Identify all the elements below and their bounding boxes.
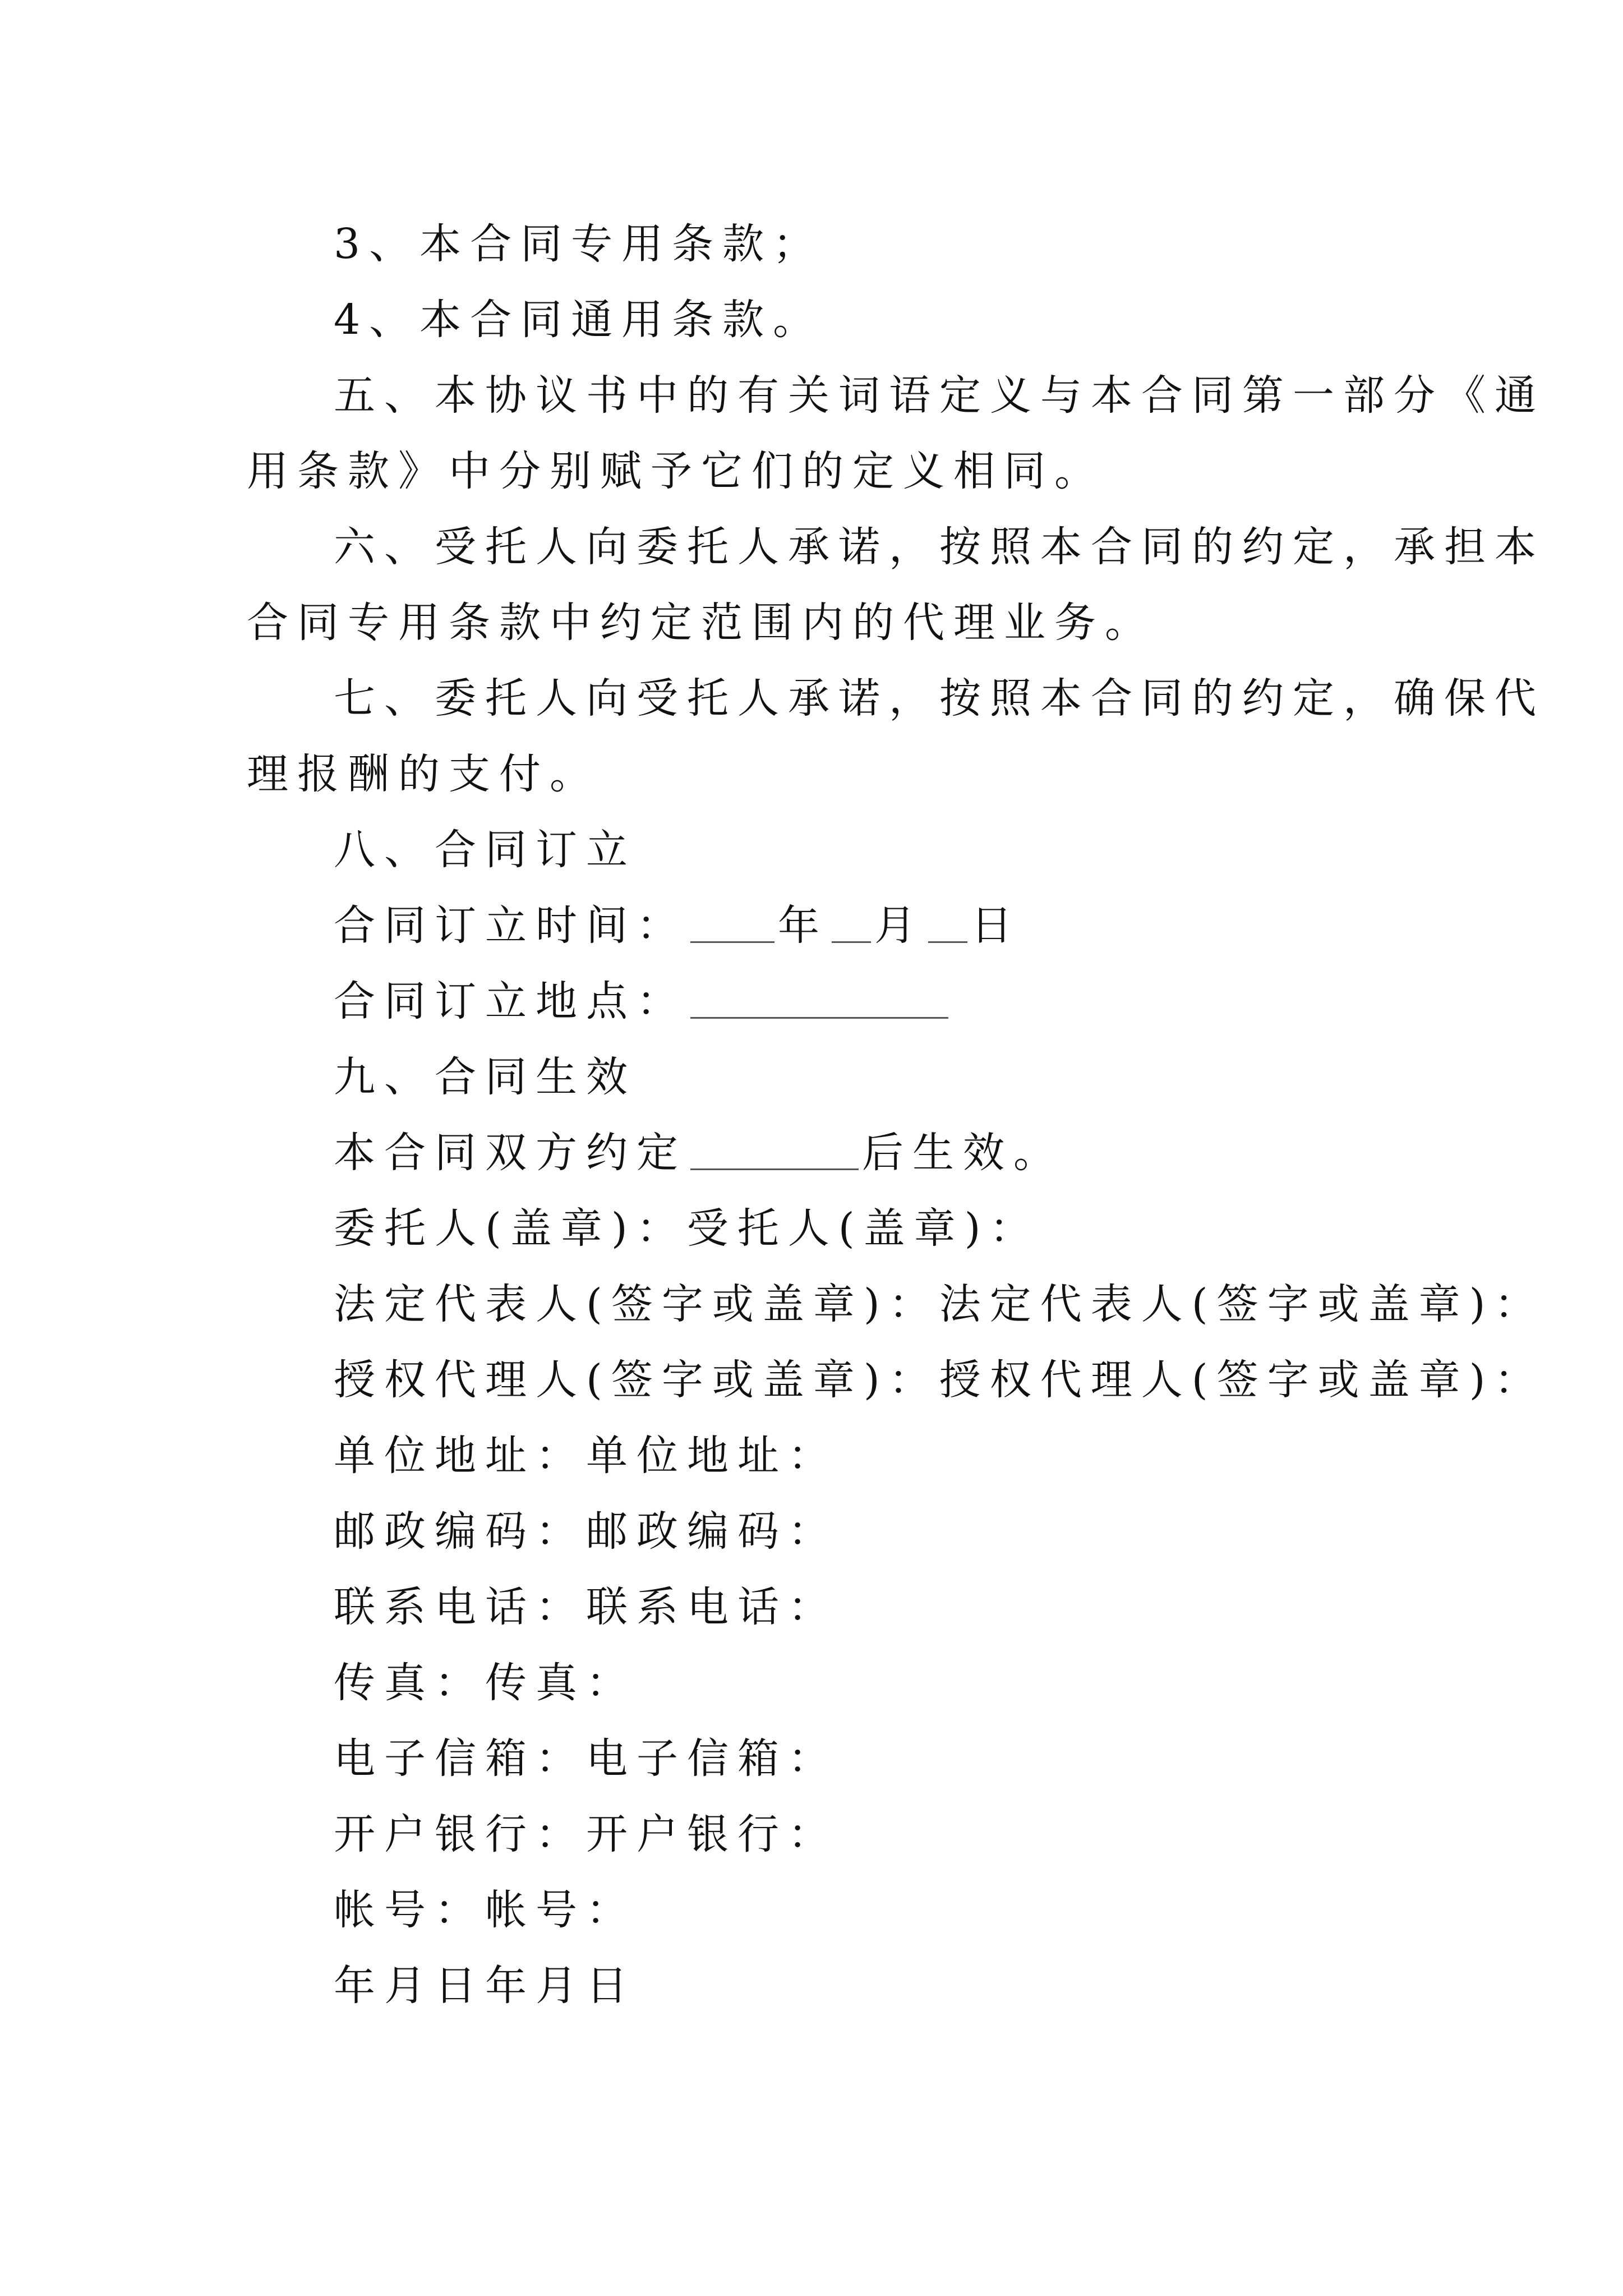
signing-place-blank bbox=[690, 1016, 948, 1019]
authorized-agent-line: 授权代理人(签字或盖章)：授权代理人(签字或盖章)： bbox=[334, 1356, 1545, 1404]
day-text: 日 bbox=[971, 901, 1021, 950]
fax-line: 传真：传真： bbox=[334, 1659, 637, 1707]
email-line: 电子信箱：电子信箱： bbox=[334, 1734, 838, 1783]
item-3-line: 3、本合同专用条款； bbox=[334, 220, 824, 268]
month-text: 月 bbox=[874, 901, 925, 950]
effective-condition-blank bbox=[690, 1168, 859, 1170]
account-line: 帐号：帐号： bbox=[334, 1886, 637, 1934]
signing-place-line bbox=[334, 968, 1623, 1035]
clause-5-line-2: 用条款》中分别赋予它们的定义相同。 bbox=[247, 447, 1105, 495]
clause-5-line-1: 五、本协议书中的有关词语定义与本合同第一部分《通 bbox=[334, 371, 1545, 420]
postal-code-line: 邮政编码：邮政编码： bbox=[334, 1507, 838, 1556]
item-4-line: 4、本合同通用条款。 bbox=[334, 296, 824, 344]
clause-9-heading: 九、合同生效 bbox=[334, 1053, 637, 1101]
address-line: 单位地址：单位地址： bbox=[334, 1432, 838, 1480]
phone-line: 联系电话：联系电话： bbox=[334, 1583, 838, 1631]
clause-6-line-1: 六、受托人向委托人承诺，按照本合同的约定，承担本 bbox=[334, 523, 1545, 571]
effective-condition-line bbox=[334, 1119, 1623, 1186]
signing-day-blank bbox=[928, 941, 967, 943]
signing-place-label: 合同订立地点： bbox=[334, 977, 687, 1025]
clause-7-line-2: 理报酬的支付。 bbox=[247, 750, 600, 798]
effective-prefix: 本合同双方约定 bbox=[334, 1129, 687, 1177]
legal-representative-line: 法定代表人(签字或盖章)：法定代表人(签字或盖章)： bbox=[334, 1280, 1545, 1328]
clause-8-heading: 八、合同订立 bbox=[334, 826, 637, 874]
clause-6-line-2: 合同专用条款中约定范围内的代理业务。 bbox=[247, 599, 1155, 647]
effective-suffix: 后生效。 bbox=[862, 1129, 1064, 1177]
signature-seal-line: 委托人(盖章)：受托人(盖章)： bbox=[334, 1204, 1040, 1253]
date-line: 年月日年月日 bbox=[334, 1962, 637, 2010]
signing-time-line bbox=[334, 892, 1623, 959]
signing-time-label: 合同订立时间： bbox=[334, 901, 687, 950]
bank-line: 开户银行：开户银行： bbox=[334, 1810, 838, 1858]
signing-month-blank bbox=[832, 941, 871, 943]
clause-7-line-1: 七、委托人向受托人承诺，按照本合同的约定，确保代 bbox=[334, 674, 1545, 723]
year-text: 年 bbox=[778, 901, 828, 950]
signing-year-blank bbox=[690, 941, 774, 943]
